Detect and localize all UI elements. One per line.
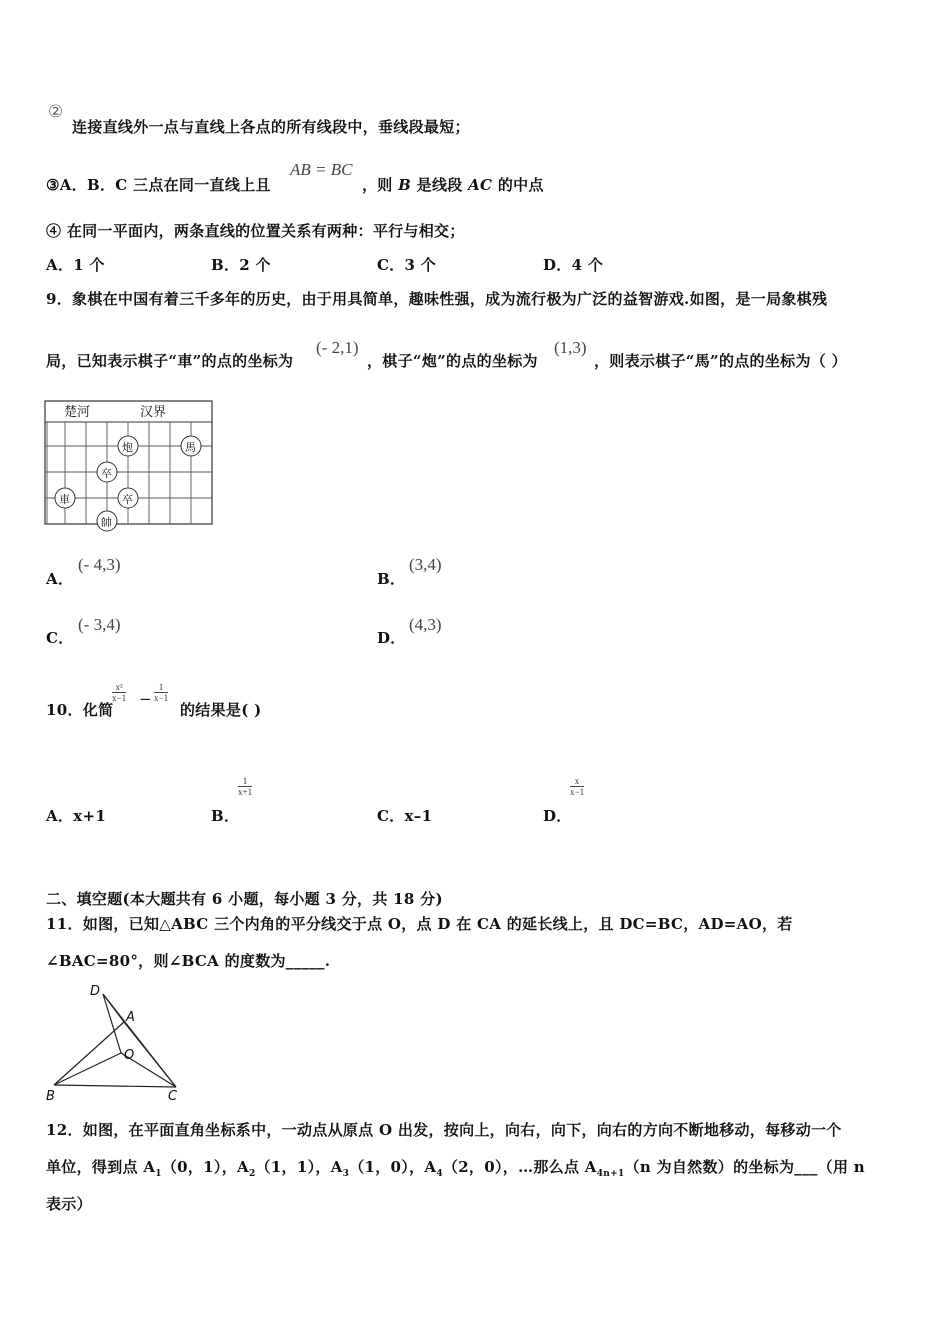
q10-f1-num: x² [112,682,126,693]
label-o: O [124,1048,135,1063]
statement-3 [46,174,271,195]
piece-shuai-label: 帥 [101,516,112,529]
circled-two-marker: ② [48,102,64,122]
q10-option-d-den: x−1 [570,787,585,797]
q9-option-c-label[interactable]: C． [46,629,74,647]
piece-zu-2 [118,488,138,508]
q12-text-a: 单位，得到点 A [46,1158,156,1176]
q12-line-2 [46,1156,865,1179]
q11-line-2: ∠BAC=80°，则∠BCA 的度数为_____. [46,952,331,970]
q8-option-d[interactable]: D．4 个 [543,256,604,274]
q10-prefix: 10．化简 [46,701,114,719]
coord-pao: (1,3) [554,338,587,357]
q10-fraction-2 [154,682,168,703]
q10-option-b-fraction[interactable] [238,776,252,797]
piece-che [55,488,75,508]
q10-fraction-1 [112,682,126,703]
q9-line-1: 9．象棋在中国有着三千多年的历史，由于用具简单，趣味性强，成为流行极为广泛的益智游戏.如图，是一局象棋残 [46,290,828,308]
section-2-heading: 二、填空题(本大题共有 6 小题，每小题 3 分，共 18 分) [46,890,443,908]
q10-option-d-label[interactable]: D． [543,807,572,825]
piece-ma-label: 馬 [185,441,196,454]
q12-sub-1: 1 [155,1169,162,1179]
q12-line-1: 12．如图，在平面直角坐标系中，一动点从原点 O 出发，按向上，向右，向下，向右的方向不断地移动，每移动一个 [46,1121,842,1139]
q10-option-c[interactable]: C．x–1 [377,807,433,825]
statement-3-rest [362,174,544,195]
q12-sub-4: 4 [436,1169,443,1179]
piece-ma [181,436,201,456]
statement-4: ④ 在同一平面内，两条直线的位置关系有两种：平行与相交； [46,222,465,240]
q10-option-b-den: x+1 [238,787,253,797]
q9-option-d-label[interactable]: D． [377,629,406,647]
point-b: B [398,176,412,194]
piece-zu-1 [97,462,117,482]
piece-pao [118,436,138,456]
q10-option-b-label[interactable]: B． [211,807,240,825]
q8-option-b[interactable]: B．2 个 [211,256,271,274]
q9-line-2c: ，则表示棋子“馬”的点的坐标为（ ） [594,352,847,370]
statement-2: 连接直线外一点与直线上各点的所有线段中，垂线段最短； [72,118,470,136]
piece-che-label: 車 [59,493,70,506]
q12-sub-2: 2 [248,1169,256,1179]
q9-line-2a: 局，已知表示棋子“車”的点的坐标为 [46,352,294,370]
segment-ac: AC [468,176,493,194]
piece-zu-2-label: 卒 [122,493,133,506]
board-title-right: 汉界 [140,405,167,420]
q10-option-d-fraction[interactable] [570,776,584,797]
statement-3-mid: ，则 [362,176,393,194]
q10-f2-den: x−1 [154,693,169,703]
q10-option-a[interactable]: A．x+1 [46,807,107,825]
piece-pao-label: 炮 [122,441,133,454]
q9-option-a-value[interactable]: (- 4,3) [78,555,121,574]
q9-option-d-value[interactable]: (4,3) [409,615,442,634]
label-d: D [90,984,101,999]
q12-text-p5: （n 为自然数）的坐标为___（用 n [624,1158,866,1176]
q12-sub-3: 3 [342,1169,350,1179]
statement-3-suffix: 的中点 [497,176,544,194]
q8-option-a[interactable]: A．1 个 [46,256,105,274]
q12-line-3: 表示） [46,1195,92,1213]
q10-f2-num: 1 [154,682,168,693]
q12-text-p1: （0，1），A [161,1158,249,1176]
statement-3-prefix: ③A．B．C 三点在同一直线上且 [46,176,271,194]
q10-f1-den: x−1 [112,693,127,703]
ab-equals-bc: AB = BC [290,160,353,179]
coord-che: (- 2,1) [316,338,359,357]
q9-option-c-value[interactable]: (- 3,4) [78,615,121,634]
q10-option-d-num: x [570,776,584,787]
label-b: B [46,1089,55,1104]
q12-text-p2: （1，1），A [255,1158,343,1176]
q10-option-b-num: 1 [238,776,252,787]
q9-option-b-value[interactable]: (3,4) [409,555,442,574]
piece-shuai [97,511,117,531]
chess-board-figure [44,400,214,532]
label-c: C [168,1089,178,1104]
q9-option-a-label[interactable]: A． [46,570,74,588]
q12-text-p3: （1，0），A [349,1158,437,1176]
q12-sub-5: 4n+1 [596,1169,625,1179]
board-title-left: 楚河 [64,405,91,420]
q10-suffix: 的结果是( ) [180,701,262,719]
label-a: A [126,1010,135,1025]
triangle-figure [40,980,190,1105]
statement-3-mid2: 是线段 [416,176,463,194]
piece-zu-1-label: 卒 [101,467,112,480]
q12-text-p4: （2，0），…那么点 A [442,1158,597,1176]
q9-line-2b: ，棋子“炮”的点的坐标为 [367,352,538,370]
q11-line-1: 11．如图，已知△ABC 三个内角的平分线交于点 O，点 D 在 CA 的延长线上，且 DC=BC，AD=AO，若 [46,915,793,933]
q8-option-c[interactable]: C．3 个 [377,256,437,274]
q10-minus: − [139,690,152,708]
q9-option-b-label[interactable]: B． [377,570,406,588]
